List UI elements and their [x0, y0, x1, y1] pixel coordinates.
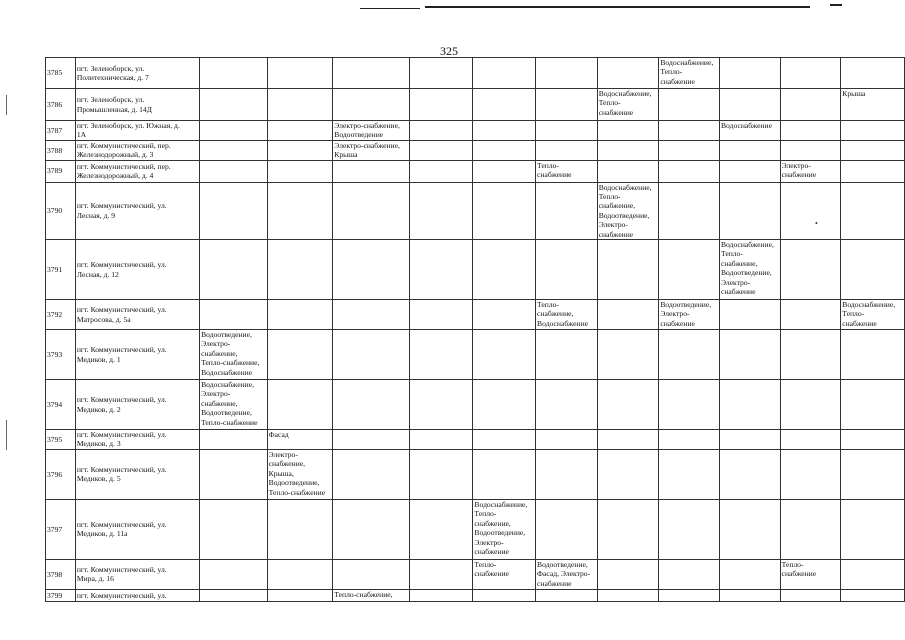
- work-cell: [597, 300, 659, 330]
- table-body: [46, 58, 905, 602]
- work-cell: [200, 559, 268, 589]
- work-cell: [200, 449, 268, 499]
- work-cell: [719, 58, 780, 89]
- work-cell: [409, 499, 473, 559]
- work-cell: [333, 559, 410, 589]
- work-cell: [267, 380, 333, 430]
- row-address: пгт. Коммунистический, ул. Лесная, д. 12: [75, 240, 199, 300]
- scan-speck: •: [815, 219, 818, 228]
- table-row: [46, 589, 905, 601]
- work-cell: [597, 330, 659, 380]
- row-number: 3785: [46, 58, 76, 89]
- work-cell: [597, 589, 659, 601]
- work-cell: Тепло- снабжение: [473, 559, 536, 589]
- work-cell: [409, 160, 473, 182]
- work-cell: [536, 121, 598, 141]
- work-cell: [267, 300, 333, 330]
- table-row: [46, 89, 905, 121]
- work-cell: Водоснабжение, Тепло- снабжение: [659, 58, 720, 89]
- work-cell: [719, 182, 780, 239]
- work-cell: [333, 449, 410, 499]
- work-cell: [536, 182, 598, 239]
- work-cell: Водоснабжение, Тепло- снабжение: [841, 300, 905, 330]
- work-cell: [841, 589, 905, 601]
- work-cell: [200, 430, 268, 450]
- work-cell: Водоотведение, Фасад, Электро- снабжение: [536, 559, 598, 589]
- row-number: 3792: [46, 300, 76, 330]
- work-cell: [409, 240, 473, 300]
- work-cell: [473, 449, 536, 499]
- work-cell: [597, 499, 659, 559]
- row-number: 3799: [46, 589, 76, 601]
- work-cell: [473, 380, 536, 430]
- work-cell: [536, 380, 598, 430]
- work-cell: [200, 58, 268, 89]
- work-cell: [267, 589, 333, 601]
- work-cell: [597, 160, 659, 182]
- work-cell: [659, 160, 720, 182]
- row-number: 3789: [46, 160, 76, 182]
- table-row: [46, 140, 905, 160]
- work-cell: [333, 330, 410, 380]
- work-cell: [841, 380, 905, 430]
- register-table: [45, 57, 905, 602]
- work-cell: [333, 430, 410, 450]
- table-row: [46, 330, 905, 380]
- work-cell: [719, 499, 780, 559]
- work-cell: [659, 182, 720, 239]
- work-cell: Крыша: [841, 89, 905, 121]
- work-cell: [659, 89, 720, 121]
- work-cell: [841, 499, 905, 559]
- work-cell: [597, 449, 659, 499]
- work-cell: [536, 330, 598, 380]
- work-cell: [659, 330, 720, 380]
- row-address: пгт. Коммунистический, ул. Медиков, д. 1: [75, 330, 199, 380]
- work-cell: [200, 121, 268, 141]
- work-cell: [841, 182, 905, 239]
- work-cell: [267, 240, 333, 300]
- row-number: 3794: [46, 380, 76, 430]
- work-cell: [841, 58, 905, 89]
- table-row: [46, 121, 905, 141]
- row-address: пгт. Коммунистический, ул. Лесная, д. 9: [75, 182, 199, 239]
- row-address: пгт. Зеленоборск, ул. Политехническая, д. 7: [75, 58, 199, 89]
- work-cell: [409, 300, 473, 330]
- row-number: 3786: [46, 89, 76, 121]
- row-number: 3793: [46, 330, 76, 380]
- work-cell: [333, 89, 410, 121]
- work-cell: Тепло-снабжение,: [333, 589, 410, 601]
- work-cell: [780, 499, 841, 559]
- work-cell: [333, 499, 410, 559]
- work-cell: [473, 240, 536, 300]
- work-cell: [659, 589, 720, 601]
- work-cell: Водоснабжение, Тепло- снабжение, Водоотведение, Электро- снабжение: [597, 182, 659, 239]
- work-cell: [409, 589, 473, 601]
- work-cell: [719, 449, 780, 499]
- work-cell: [597, 58, 659, 89]
- work-cell: Электро-снабжение, Крыша: [333, 140, 410, 160]
- work-cell: [267, 559, 333, 589]
- work-cell: [409, 330, 473, 380]
- work-cell: [536, 89, 598, 121]
- row-address: пгт. Коммунистический, ул.: [75, 589, 199, 601]
- row-address: пгт. Зеленоборск, ул. Промышленная, д. 14Д: [75, 89, 199, 121]
- work-cell: [333, 240, 410, 300]
- work-cell: [409, 182, 473, 239]
- work-cell: [267, 140, 333, 160]
- work-cell: [719, 300, 780, 330]
- margin-mark-top: [6, 95, 7, 115]
- work-cell: [780, 121, 841, 141]
- row-address: пгт. Коммунистический, ул. Медиков, д. 2: [75, 380, 199, 430]
- row-address: пгт. Зеленоборск, ул. Южная, д. 1А: [75, 121, 199, 141]
- work-cell: [719, 589, 780, 601]
- table-row: [46, 559, 905, 589]
- work-cell: [841, 160, 905, 182]
- row-address: пгт. Коммунистический, ул. Матросова, д. 5а: [75, 300, 199, 330]
- work-cell: [780, 449, 841, 499]
- work-cell: [409, 58, 473, 89]
- table-row: [46, 240, 905, 300]
- work-cell: [780, 589, 841, 601]
- work-cell: [841, 240, 905, 300]
- work-cell: [780, 240, 841, 300]
- work-cell: [659, 449, 720, 499]
- work-cell: [841, 559, 905, 589]
- work-cell: Водоснабжение, Электро- снабжение, Водоотведение, Тепло-снабжение: [200, 380, 268, 430]
- work-cell: [597, 559, 659, 589]
- top-rule: [425, 6, 810, 8]
- work-cell: [659, 430, 720, 450]
- work-cell: Фасад: [267, 430, 333, 450]
- work-cell: [409, 89, 473, 121]
- row-number: 3790: [46, 182, 76, 239]
- work-cell: Водоснабжение: [719, 121, 780, 141]
- work-cell: [473, 182, 536, 239]
- table-row: [46, 499, 905, 559]
- top-rule-right: [830, 4, 842, 6]
- work-cell: Электро- снабжение: [780, 160, 841, 182]
- work-cell: [473, 89, 536, 121]
- work-cell: [719, 160, 780, 182]
- work-cell: [409, 380, 473, 430]
- row-address: пгт. Коммунистический, ул. Мира, д. 16: [75, 559, 199, 589]
- row-number: 3797: [46, 499, 76, 559]
- row-address: пгт. Коммунистический, пер. Железнодорожный, д. 4: [75, 160, 199, 182]
- work-cell: [333, 380, 410, 430]
- work-cell: [473, 160, 536, 182]
- top-rule-left: [360, 8, 420, 9]
- work-cell: [659, 121, 720, 141]
- work-cell: [267, 58, 333, 89]
- work-cell: [659, 559, 720, 589]
- work-cell: [333, 182, 410, 239]
- work-cell: [597, 121, 659, 141]
- work-cell: [597, 380, 659, 430]
- row-number: 3791: [46, 240, 76, 300]
- work-cell: [200, 300, 268, 330]
- work-cell: [780, 330, 841, 380]
- work-cell: [267, 121, 333, 141]
- work-cell: [200, 160, 268, 182]
- row-address: пгт. Коммунистический, ул. Медиков, д. 11а: [75, 499, 199, 559]
- table-row: [46, 430, 905, 450]
- work-cell: [780, 430, 841, 450]
- row-address: пгт. Коммунистический, ул. Медиков, д. 3: [75, 430, 199, 450]
- work-cell: [536, 499, 598, 559]
- work-cell: Электро-снабжение, Водоотведение: [333, 121, 410, 141]
- table-row: [46, 160, 905, 182]
- work-cell: [409, 559, 473, 589]
- work-cell: Электро- снабжение, Крыша, Водоотведение, Тепло-снабжение: [267, 449, 333, 499]
- register-table-wrap: [45, 57, 905, 602]
- work-cell: [597, 140, 659, 160]
- work-cell: [719, 330, 780, 380]
- work-cell: [536, 430, 598, 450]
- work-cell: [473, 330, 536, 380]
- work-cell: Тепло- снабжение: [780, 559, 841, 589]
- row-number: 3798: [46, 559, 76, 589]
- table-row: [46, 58, 905, 89]
- work-cell: Тепло- снабжение, Водоснабжение: [536, 300, 598, 330]
- work-cell: [267, 499, 333, 559]
- work-cell: [780, 89, 841, 121]
- work-cell: [473, 430, 536, 450]
- work-cell: [333, 160, 410, 182]
- work-cell: [473, 140, 536, 160]
- work-cell: [597, 430, 659, 450]
- work-cell: [200, 89, 268, 121]
- work-cell: [841, 121, 905, 141]
- work-cell: [841, 140, 905, 160]
- work-cell: [333, 58, 410, 89]
- work-cell: [536, 449, 598, 499]
- work-cell: [780, 380, 841, 430]
- work-cell: [780, 300, 841, 330]
- work-cell: [200, 182, 268, 239]
- work-cell: [659, 499, 720, 559]
- work-cell: [536, 240, 598, 300]
- work-cell: [841, 449, 905, 499]
- work-cell: Водоснабжение, Тепло- снабжение: [597, 89, 659, 121]
- work-cell: Водоснабжение, Тепло- снабжение, Водоотведение, Электро- снабжение: [473, 499, 536, 559]
- page-number: 325: [440, 44, 458, 58]
- work-cell: [409, 449, 473, 499]
- table-row: [46, 380, 905, 430]
- work-cell: [267, 89, 333, 121]
- work-cell: [473, 589, 536, 601]
- work-cell: [659, 140, 720, 160]
- work-cell: [719, 89, 780, 121]
- work-cell: Тепло- снабжение: [536, 160, 598, 182]
- work-cell: [597, 240, 659, 300]
- row-number: 3796: [46, 449, 76, 499]
- work-cell: [719, 380, 780, 430]
- work-cell: [200, 240, 268, 300]
- table-row: [46, 449, 905, 499]
- work-cell: [780, 58, 841, 89]
- work-cell: [659, 380, 720, 430]
- work-cell: [409, 430, 473, 450]
- work-cell: [267, 182, 333, 239]
- work-cell: [473, 300, 536, 330]
- work-cell: [200, 140, 268, 160]
- work-cell: [841, 330, 905, 380]
- work-cell: [409, 140, 473, 160]
- row-number: 3787: [46, 121, 76, 141]
- work-cell: [200, 589, 268, 601]
- work-cell: Водоотведение, Электро- снабжение, Тепло-снабжение, Водоснабжение: [200, 330, 268, 380]
- row-address: пгт. Коммунистический, ул. Медиков, д. 5: [75, 449, 199, 499]
- work-cell: [841, 430, 905, 450]
- work-cell: [536, 140, 598, 160]
- table-row: [46, 182, 905, 239]
- work-cell: [333, 300, 410, 330]
- row-number: 3788: [46, 140, 76, 160]
- work-cell: [409, 121, 473, 141]
- work-cell: Водоотведение, Электро- снабжение: [659, 300, 720, 330]
- work-cell: [200, 499, 268, 559]
- row-number: 3795: [46, 430, 76, 450]
- work-cell: [473, 58, 536, 89]
- work-cell: [267, 330, 333, 380]
- work-cell: [719, 140, 780, 160]
- work-cell: [780, 182, 841, 239]
- work-cell: [719, 559, 780, 589]
- margin-mark-bottom: [6, 420, 7, 450]
- work-cell: [536, 589, 598, 601]
- work-cell: [267, 160, 333, 182]
- work-cell: [536, 58, 598, 89]
- table-row: [46, 300, 905, 330]
- work-cell: [719, 430, 780, 450]
- work-cell: [473, 121, 536, 141]
- work-cell: [659, 240, 720, 300]
- work-cell: [780, 140, 841, 160]
- row-address: пгт. Коммунистический, пер. Железнодорожный, д. 3: [75, 140, 199, 160]
- work-cell: Водоснабжение, Тепло- снабжение, Водоотведение, Электро- снабжение: [719, 240, 780, 300]
